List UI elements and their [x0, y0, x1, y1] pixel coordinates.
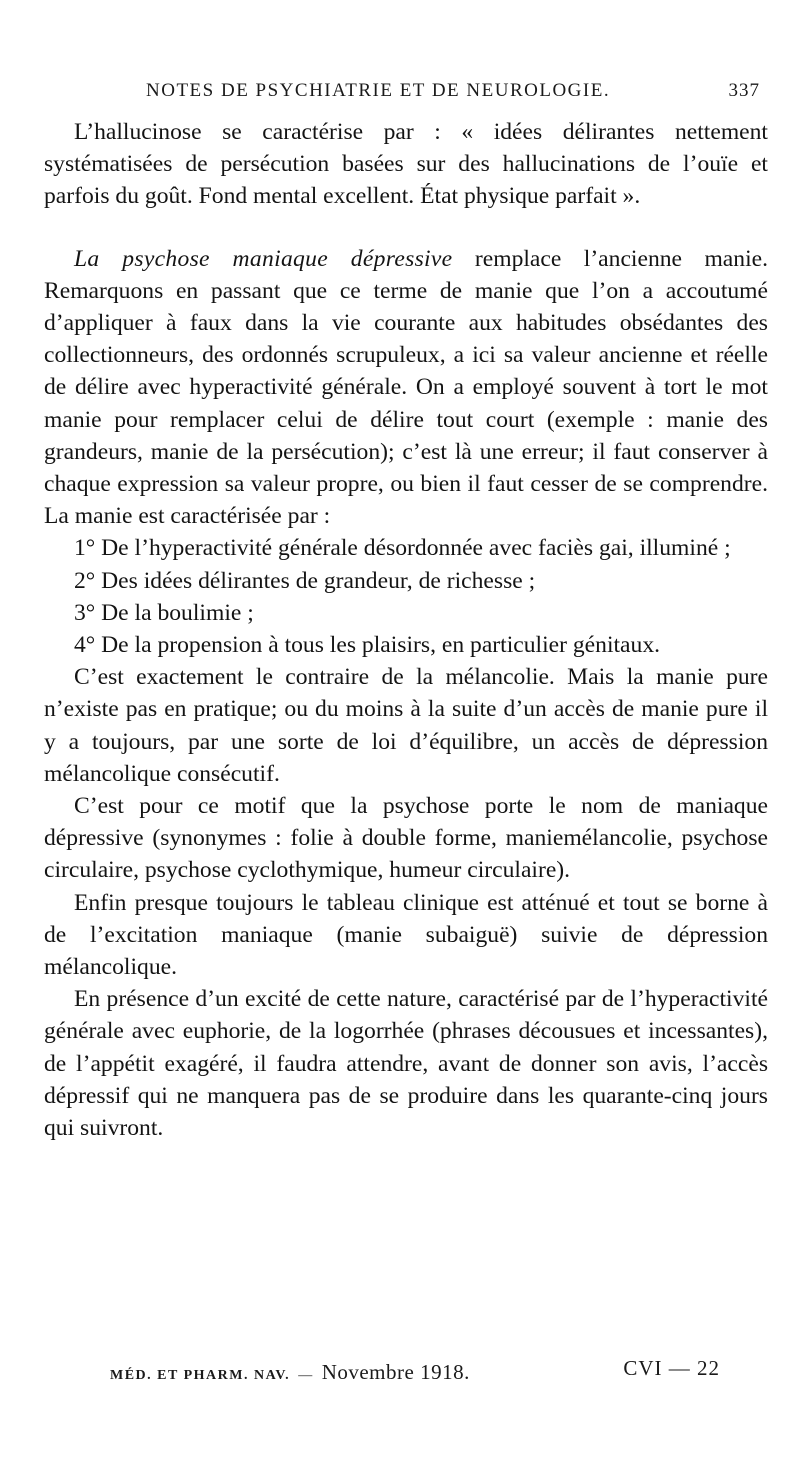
paragraph-synonymes: C’est pour ce motif que la psychose porte le nom de maniaque dépressive (synonymes : folie à double forme, maniemélancolie, psychose circulaire, psychose cyclothymique, humeur circulaire). — [44, 793, 768, 884]
paragraph-melancolie: C’est exactement le contraire de la mélancolie. Mais la manie pure n’existe pas en pratique; ou du moins à la suite d’un accès de manie pure il y a toujours, par une sorte de loi d’équilibre, un accès de dépression mélancolique consécutif. — [44, 664, 768, 787]
running-header — [120, 80, 760, 110]
list-item-1: 1° De l’hyperactivité générale désordonnée avec faciès gai, illuminé ; — [74, 535, 731, 562]
list-item-4: 4° De la propension à tous les plaisirs, en particulier génitaux. — [74, 632, 661, 659]
list-item-3: 3° De la boulimie ; — [74, 599, 254, 626]
section-term: La psychose maniaque dépressive — [74, 245, 453, 272]
journal-abbrev: MÉD. ET PHARM. NAV. — [110, 1368, 291, 1383]
paragraph-gap — [44, 213, 768, 243]
paragraph-enfin: Enfin presque toujours le tableau clinique est atténué et tout se borne à de l’excitation maniaque (manie subaiguë) suivie de dépression mélancolique. — [44, 889, 768, 981]
journal-name — [110, 1360, 470, 1385]
running-title: NOTES DE PSYCHIATRIE ET DE NEUROLOGIE. — [146, 80, 611, 101]
issue-date: Novembre 1918. — [321, 1360, 470, 1384]
page-footer — [110, 1356, 760, 1386]
footer-separator: — — [298, 1368, 314, 1383]
paragraph-psychose-maniaque-text: remplace l’ancienne manie. Remarquons en passant que ce terme de manie que l’on a accoutumé d’appliquer à faux dans la vie courante aux habitudes obsédantes des collectionneurs, des ordonnés scrupuleux, a ici sa valeur ancienne et réelle de délire avec hyperactivité générale. On a employé souvent à tort le mot manie pour remplacer celui de délire tout court (exemple : manie des grandeurs, manie de la persécution); c’est là une erreur; il faut conserver à chaque expression sa valeur propre, ou bien il faut cesser de se comprendre. La manie est caractérisée par : — [44, 245, 768, 530]
body-text — [44, 116, 768, 1144]
paragraph-en-presence: En présence d’un excité de cette nature, caractérisé par de l’hyperactivité générale avec euphorie, de la logorrhée (phrases décousues et incessantes), de l’appétit exagéré, il faudra attendre, avant de donner son avis, l’accès dépressif qui ne manquera pas de se produire dans les quarante-cinq jours qui suivront. — [44, 986, 768, 1142]
paragraph-hallucinose: L’hallucinose se caractérise par : « idées délirantes nettement systématisées de persécution basées sur des hallucinations de l’ouïe et parfois du goût. Fond mental excellent. État physique parfait ». — [44, 119, 768, 210]
printer-signature: CVI — 22 — [623, 1356, 720, 1380]
list-item-2: 2° Des idées délirantes de grandeur, de richesse ; — [74, 567, 536, 594]
paragraph-psychose-maniaque — [44, 243, 768, 533]
page-number: 337 — [728, 80, 760, 101]
